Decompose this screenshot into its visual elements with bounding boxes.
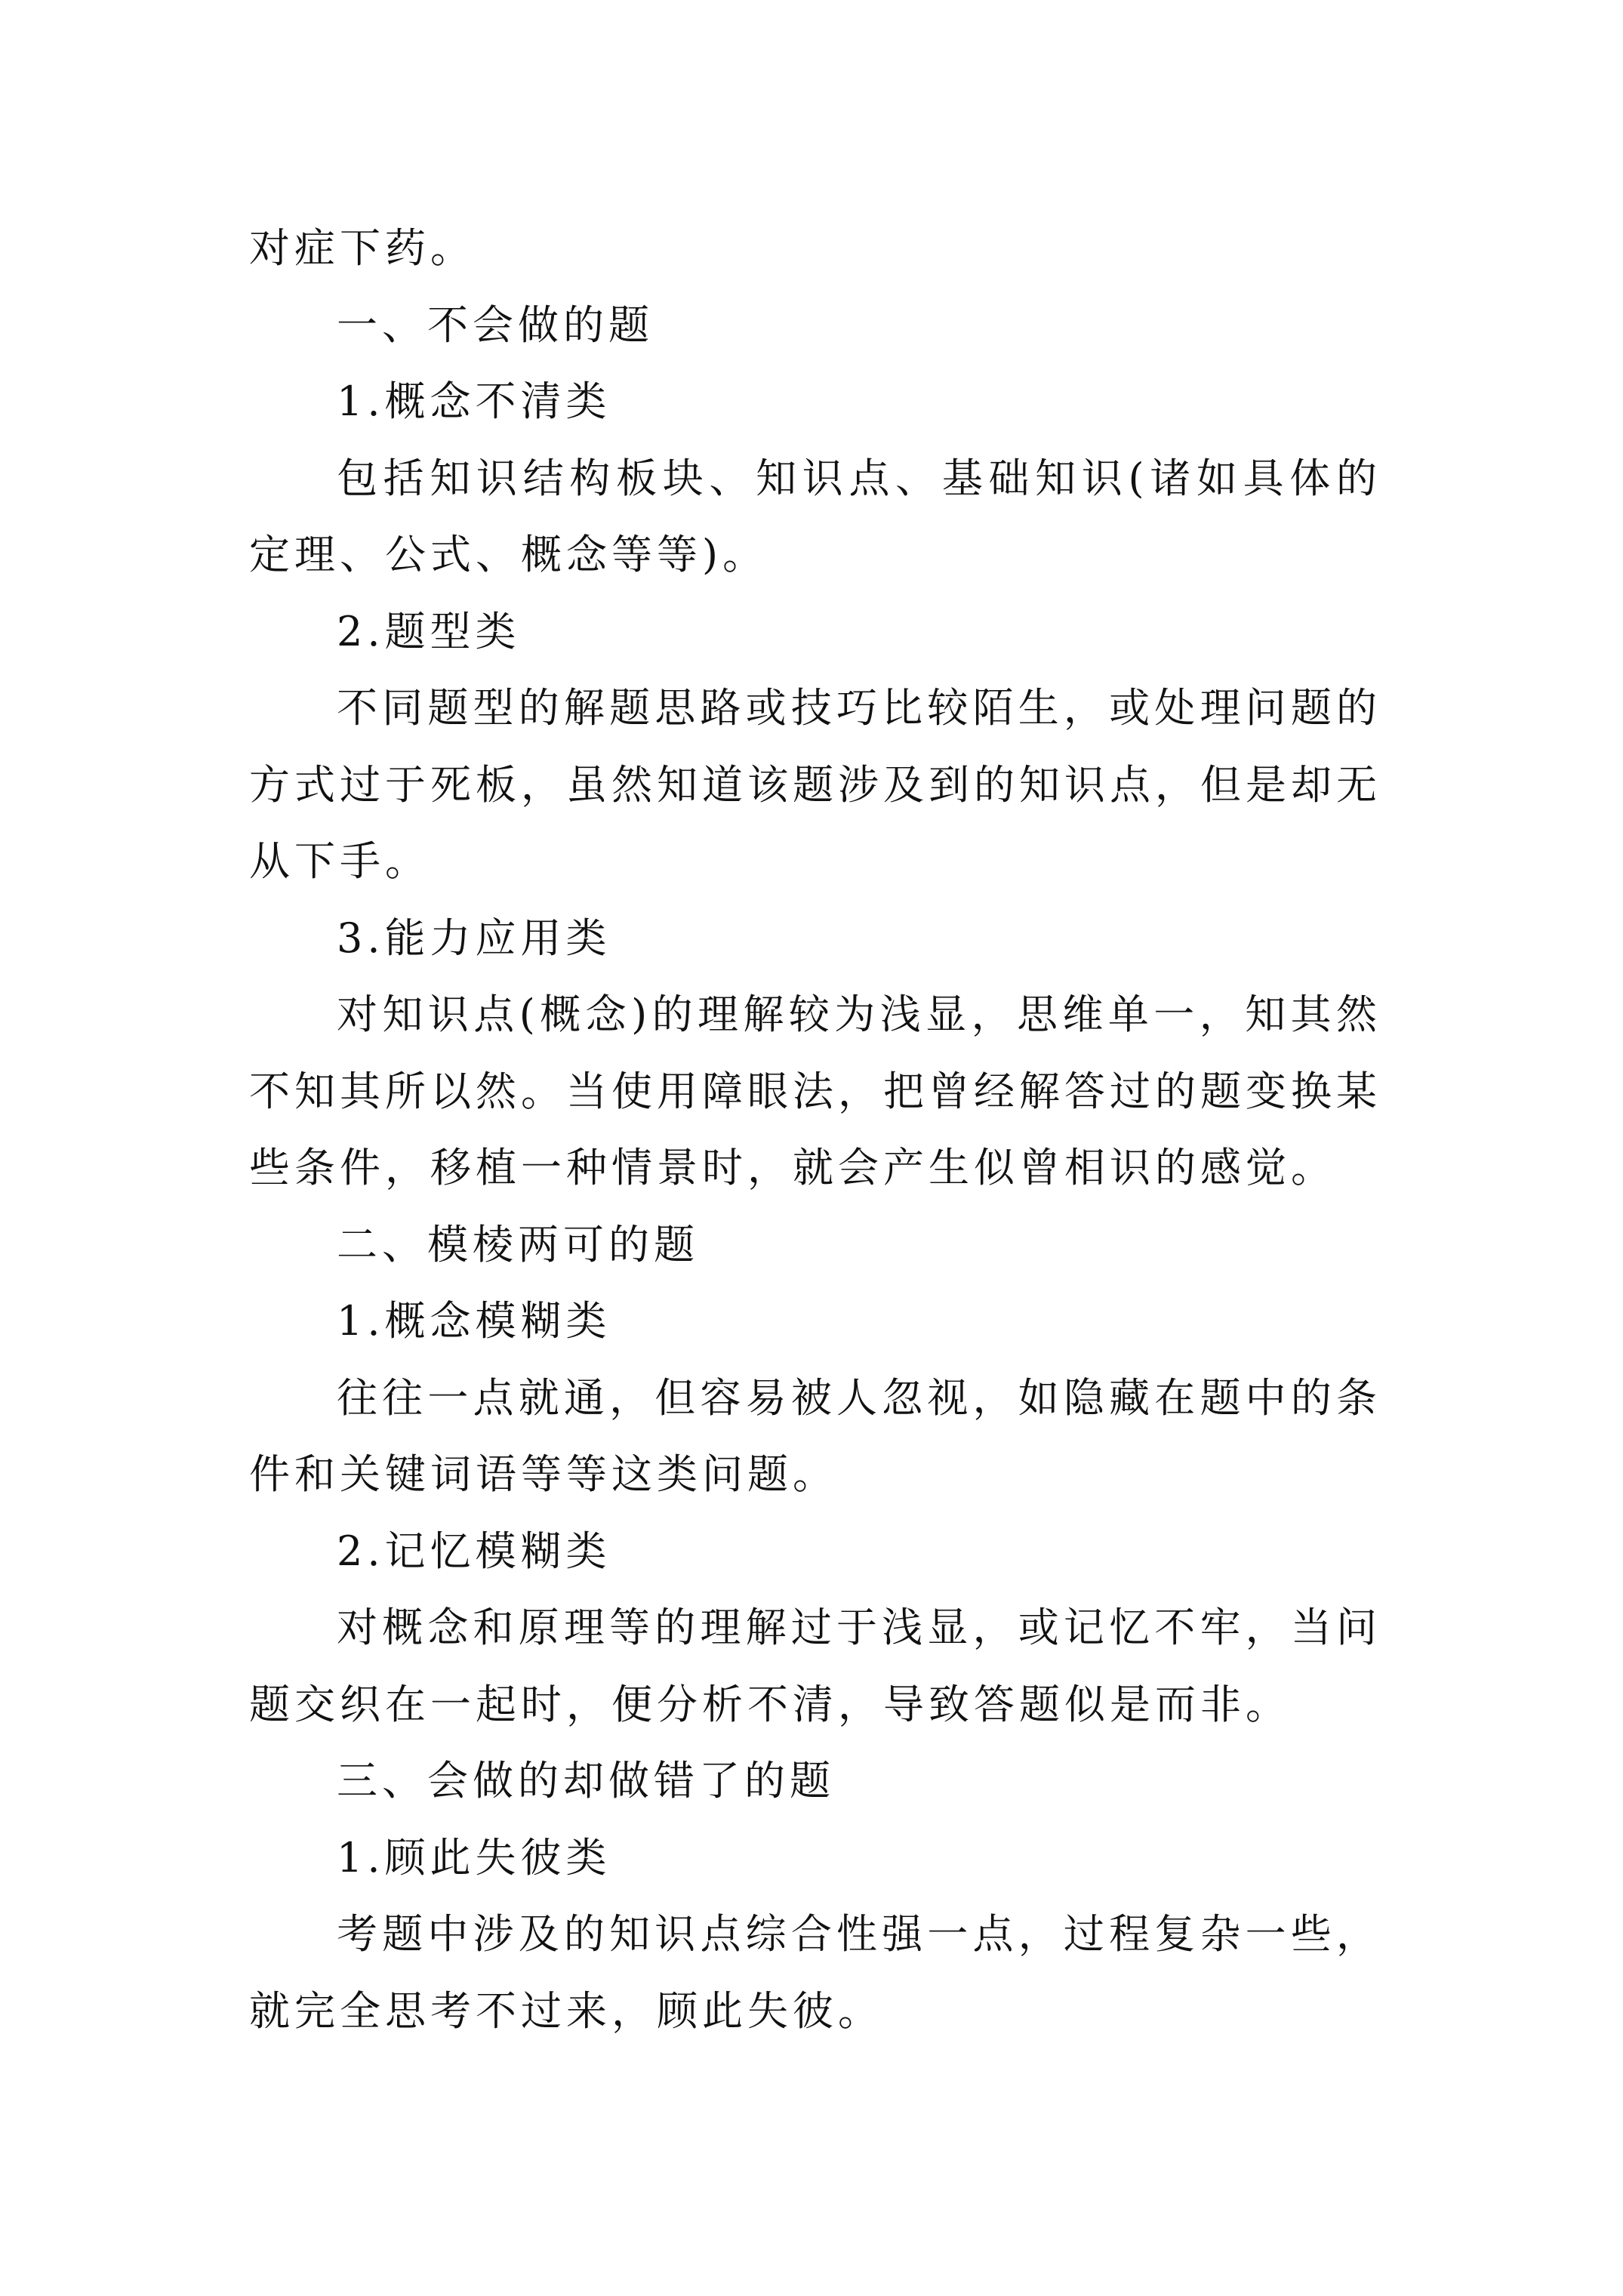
paragraph-continuation: 对症下药。	[249, 224, 476, 272]
paragraph-ability-application: 对知识点(概念)的理解较为浅显，思维单一，知其然不知其所以然。当使用障眼法，把曾经解答过的题变换某些条件，移植一种情景时，就会产生似曾相识的感觉。	[249, 991, 1381, 1191]
paragraph-concept-fuzzy: 往往一点就通，但容易被人忽视，如隐藏在题中的条件和关键词语等等这类问题。	[249, 1373, 1381, 1498]
paragraph-oversight: 考题中涉及的知识点综合性强一点，过程复杂一些，就完全思考不过来，顾此失彼。	[249, 1910, 1381, 2035]
paragraph-memory-fuzzy: 对概念和原理等的理解过于浅显，或记忆不牢，当问题交织在一起时，便分析不清，导致答题似是而非。	[249, 1604, 1381, 1728]
paragraph-concept-unclear: 包括知识结构板块、知识点、基础知识(诸如具体的定理、公式、概念等等)。	[249, 454, 1381, 578]
section-heading-2: 二、模棱两可的题	[337, 1220, 699, 1268]
section-heading-1: 一、不会做的题	[337, 300, 654, 349]
paragraph-question-type: 不同题型的解题思路或技巧比较陌生，或处理问题的方式过于死板，虽然知道该题涉及到的知识点，但是却无从下手。	[249, 684, 1381, 885]
subheading-question-type: 2.题型类	[337, 607, 521, 655]
subheading-ability-application: 3.能力应用类	[337, 914, 611, 962]
section-heading-3: 三、会做的却做错了的题	[337, 1757, 835, 1804]
subheading-concept-unclear: 1.概念不清类	[337, 378, 611, 425]
subheading-oversight: 1.顾此失彼类	[337, 1833, 611, 1881]
subheading-concept-fuzzy: 1.概念模糊类	[337, 1297, 611, 1345]
subheading-memory-fuzzy: 2.记忆模糊类	[337, 1527, 611, 1575]
document-body	[249, 210, 1381, 2049]
